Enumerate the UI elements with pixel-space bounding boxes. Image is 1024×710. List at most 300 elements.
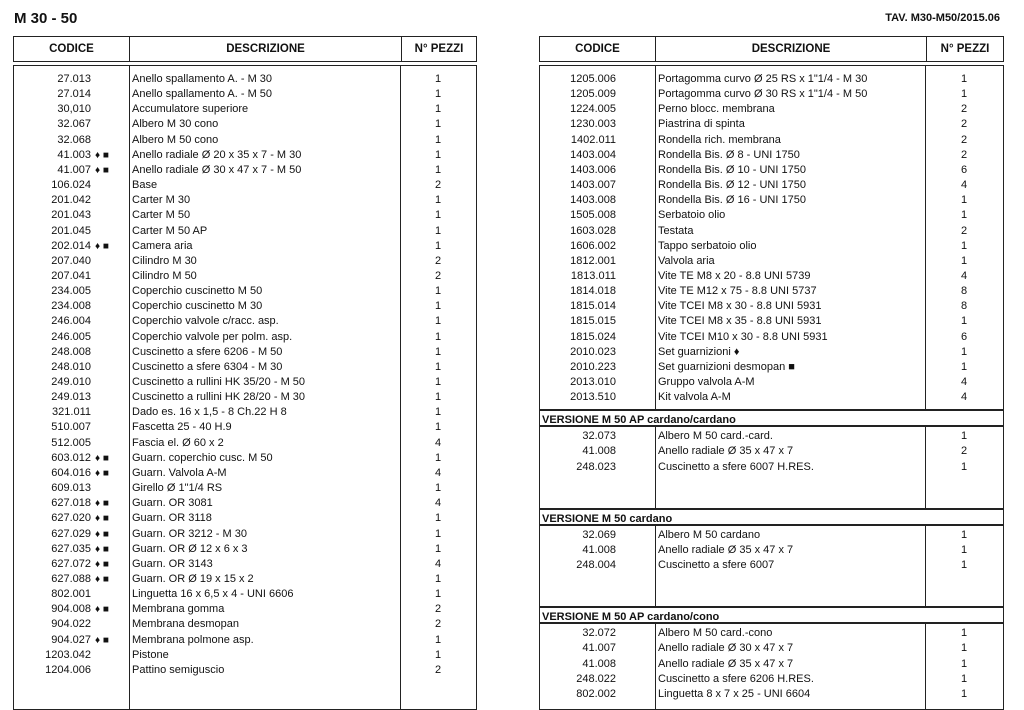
table-row: [14, 133, 476, 148]
part-description: Perno blocc. membrana: [658, 103, 775, 116]
table-row: [540, 163, 1003, 178]
part-code: 202.014: [51, 239, 91, 252]
part-description: Guarn. OR 3081: [132, 497, 213, 510]
part-description: Membrana desmopan: [132, 618, 240, 631]
part-quantity: 1: [434, 482, 442, 495]
part-quantity: 1: [434, 633, 442, 646]
part-quantity: 2: [434, 603, 442, 616]
part-quantity: 4: [960, 376, 968, 388]
part-quantity: 1: [960, 254, 968, 267]
part-quantity: 1: [434, 163, 442, 176]
table-row: [14, 117, 476, 132]
part-description: Guarn. OR Ø 12 x 6 x 3: [132, 542, 248, 555]
part-description: Set guarnizioni desmopan ■: [658, 360, 795, 373]
part-description: Rondella Bis. Ø 8 - UNI 1750: [658, 148, 800, 161]
part-code: 201.043: [51, 209, 91, 222]
part-code: 1813.011: [570, 269, 616, 282]
part-quantity: 1: [434, 542, 442, 555]
part-description: Anello spallamento A. - M 50: [132, 88, 273, 101]
part-code: 234.005: [51, 285, 91, 298]
part-quantity: 1: [960, 627, 968, 640]
part-code: 627.029: [51, 527, 91, 540]
part-description: Anello radiale Ø 30 x 47 x 7: [658, 642, 794, 655]
part-code: 246.005: [51, 330, 91, 343]
part-code: 106.024: [51, 179, 91, 192]
table-row: [14, 314, 476, 329]
header-quantity: N° PEZZI: [414, 43, 464, 55]
part-description: Rondella rich. membrana: [658, 133, 781, 146]
part-quantity: 4: [960, 269, 968, 282]
part-code: 32.067: [57, 118, 91, 131]
table-row: [540, 543, 1003, 558]
part-quantity: 1: [960, 430, 968, 443]
table-row: [540, 224, 1003, 239]
part-code: 248.008: [51, 345, 91, 358]
part-code: 2013.510: [570, 391, 616, 404]
part-code: 1403.008: [570, 194, 616, 207]
part-description: Albero M 50 cono: [132, 133, 219, 146]
part-code: 32.068: [57, 133, 91, 146]
table-row: [540, 626, 1003, 641]
part-code: 207.040: [51, 254, 91, 267]
part-description: Cuscinetto a sfere 6007: [658, 559, 775, 572]
part-description: Fascia el. Ø 60 x 2: [132, 436, 224, 449]
part-code: 904.022: [51, 618, 91, 631]
part-code: 1505.008: [570, 209, 616, 222]
part-code: 248.023: [576, 460, 616, 473]
table-row: [14, 572, 476, 587]
kit-marker: ♦ ■: [95, 543, 109, 555]
part-description: Accumulatore superiore: [132, 103, 249, 116]
part-description: Guarn. OR Ø 19 x 15 x 2: [132, 572, 254, 585]
header-code: CODICE: [540, 37, 656, 61]
table-row: [540, 390, 1003, 405]
table-row: [540, 460, 1003, 475]
header-code: CODICE: [14, 37, 130, 61]
table-row: [14, 602, 476, 617]
part-code: 246.004: [51, 315, 91, 328]
part-code: 1403.007: [570, 179, 616, 192]
part-code: 201.042: [51, 194, 91, 207]
part-quantity: 1: [960, 528, 968, 541]
part-description: Membrana gomma: [132, 603, 225, 616]
part-code: 1205.009: [570, 88, 616, 101]
header-description: DESCRIZIONE: [656, 37, 927, 61]
part-quantity: 1: [434, 360, 442, 373]
table-row: [14, 633, 476, 648]
part-quantity: 2: [434, 179, 442, 192]
part-quantity: 2: [960, 118, 968, 131]
version-section-title: VERSIONE M 50 AP cardano/cono: [540, 606, 1003, 624]
table-row: [14, 87, 476, 102]
version-section-title: VERSIONE M 50 cardano: [540, 508, 1003, 526]
part-quantity: 6: [960, 330, 968, 343]
kit-marker: ♦ ■: [95, 498, 109, 510]
table-row: [540, 345, 1003, 360]
part-description: Albero M 50 card.-card.: [658, 430, 773, 443]
part-description: Vite TE M8 x 20 - 8.8 UNI 5739: [658, 269, 811, 282]
kit-marker: ♦ ■: [95, 467, 109, 479]
part-quantity: 1: [960, 687, 968, 700]
part-code: 2010.023: [570, 345, 616, 358]
part-description: Kit valvola A-M: [658, 391, 731, 404]
table-row: [14, 254, 476, 269]
table-row: [14, 648, 476, 663]
part-description: Testata: [658, 224, 694, 237]
part-quantity: 2: [434, 618, 442, 631]
table-row: [540, 193, 1003, 208]
part-quantity: 1: [434, 421, 442, 434]
part-description: Linguetta 16 x 6,5 x 4 - UNI 6606: [132, 588, 294, 601]
part-description: Pattino semiguscio: [132, 663, 225, 676]
part-description: Coperchio cuscinetto M 30: [132, 300, 263, 313]
part-description: Dado es. 16 x 1,5 - 8 Ch.22 H 8: [132, 406, 287, 419]
part-quantity: 2: [960, 224, 968, 237]
part-description: Vite TCEI M10 x 30 - 8.8 UNI 5931: [658, 330, 828, 343]
table-row: [540, 375, 1003, 390]
table-row: [540, 672, 1003, 687]
part-code: 32.072: [582, 627, 616, 640]
part-description: Anello radiale Ø 20 x 35 x 7 - M 30: [132, 148, 302, 161]
part-quantity: 4: [434, 466, 442, 479]
part-code: 207.041: [51, 269, 91, 282]
part-code: 627.035: [51, 542, 91, 555]
part-code: 1815.014: [570, 300, 616, 313]
part-code: 627.020: [51, 512, 91, 525]
table-row: [14, 496, 476, 511]
part-description: Cuscinetto a sfere 6007 H.RES.: [658, 460, 814, 473]
table-row: [14, 420, 476, 435]
part-quantity: 1: [434, 194, 442, 207]
part-quantity: 4: [960, 391, 968, 404]
part-code: 1603.028: [570, 224, 616, 237]
part-code: 802.002: [576, 687, 616, 700]
part-quantity: 1: [434, 118, 442, 131]
part-code: 609.013: [51, 482, 91, 495]
table-row: [14, 360, 476, 375]
part-code: 27.013: [57, 73, 91, 85]
table-row: [14, 542, 476, 557]
table-row: [540, 687, 1003, 702]
table-row: [540, 429, 1003, 444]
part-code: 1402.011: [570, 133, 616, 146]
part-quantity: 8: [960, 300, 968, 313]
kit-marker: ♦ ■: [95, 528, 109, 540]
table-row: [14, 224, 476, 239]
kit-marker: ♦ ■: [95, 164, 109, 176]
part-code: 1403.004: [570, 148, 616, 161]
part-description: Cilindro M 50: [132, 269, 197, 282]
part-quantity: 2: [960, 103, 968, 116]
part-quantity: 1: [960, 315, 968, 328]
part-code: 249.013: [51, 391, 91, 404]
table-row: [540, 72, 1003, 87]
table-row: [14, 436, 476, 451]
part-quantity: 1: [960, 209, 968, 222]
part-description: Anello radiale Ø 35 x 47 x 7: [658, 657, 794, 670]
part-quantity: 1: [960, 88, 968, 101]
kit-marker: ♦ ■: [95, 558, 109, 570]
part-quantity: 1: [960, 672, 968, 685]
part-quantity: 2: [960, 148, 968, 161]
page-title: M 30 - 50: [14, 10, 78, 27]
part-quantity: 1: [434, 315, 442, 328]
part-code: 41.007: [582, 642, 616, 655]
table-row: [540, 102, 1003, 117]
part-description: Vite TE M12 x 75 - 8.8 UNI 5737: [658, 285, 817, 298]
header-quantity: N° PEZZI: [940, 43, 990, 55]
part-description: Rondella Bis. Ø 16 - UNI 1750: [658, 194, 806, 207]
part-description: Portagomma curvo Ø 25 RS x 1"1/4 - M 30: [658, 73, 868, 85]
table-row: [14, 557, 476, 572]
table-row: [540, 360, 1003, 375]
part-code: 321.011: [52, 406, 91, 419]
kit-marker: ♦ ■: [95, 240, 109, 252]
kit-marker: ♦ ■: [95, 149, 109, 161]
part-description: Set guarnizioni ♦: [658, 345, 740, 358]
part-code: 1814.018: [570, 285, 616, 298]
table-row: [14, 208, 476, 223]
part-description: Gruppo valvola A-M: [658, 376, 755, 388]
part-quantity: 4: [434, 497, 442, 510]
table-row: [14, 466, 476, 481]
table-row: [540, 528, 1003, 543]
part-code: 1812.001: [570, 254, 616, 267]
part-quantity: 1: [434, 406, 442, 419]
table-row: [14, 163, 476, 178]
version-section-title: VERSIONE M 50 AP cardano/cardano: [540, 409, 1003, 427]
part-quantity: 4: [960, 179, 968, 192]
part-code: 1204.006: [45, 663, 91, 676]
left-table-header: [13, 36, 477, 62]
part-code: 1815.015: [570, 315, 616, 328]
part-description: Carter M 50: [132, 209, 191, 222]
part-quantity: 1: [434, 512, 442, 525]
part-quantity: 1: [960, 642, 968, 655]
part-description: Rondella Bis. Ø 12 - UNI 1750: [658, 179, 806, 192]
table-row: [14, 193, 476, 208]
part-quantity: 1: [960, 194, 968, 207]
right-parts-table: [539, 65, 1004, 710]
part-code: 603.012: [51, 451, 91, 464]
part-quantity: 1: [434, 73, 442, 85]
header-description: DESCRIZIONE: [130, 37, 402, 61]
table-row: [14, 451, 476, 466]
table-row: [14, 72, 476, 87]
table-row: [14, 375, 476, 390]
table-row: [14, 148, 476, 163]
part-quantity: 2: [434, 254, 442, 267]
part-code: 627.018: [51, 497, 91, 510]
part-quantity: 1: [434, 648, 442, 661]
part-quantity: 1: [434, 148, 442, 161]
part-quantity: 1: [960, 73, 968, 85]
table-row: [14, 527, 476, 542]
table-row: [540, 657, 1003, 672]
part-description: Linguetta 8 x 7 x 25 - UNI 6604: [658, 687, 811, 700]
part-description: Base: [132, 179, 158, 192]
table-row: [540, 208, 1003, 223]
part-description: Valvola aria: [658, 254, 715, 267]
table-row: [540, 641, 1003, 656]
part-code: 904.008: [51, 603, 91, 616]
part-description: Tappo serbatoio olio: [658, 239, 757, 252]
part-code: 510.007: [51, 421, 91, 434]
part-description: Girello Ø 1"1/4 RS: [132, 482, 223, 495]
table-reference: TAV. M30-M50/2015.06: [885, 12, 1000, 24]
part-code: 1815.024: [570, 330, 616, 343]
table-row: [14, 102, 476, 117]
part-code: 627.088: [51, 572, 91, 585]
part-quantity: 1: [434, 88, 442, 101]
part-description: Carter M 30: [132, 194, 191, 207]
part-description: Piastrina di spinta: [658, 118, 745, 131]
table-row: [540, 558, 1003, 573]
table-row: [540, 299, 1003, 314]
table-row: [540, 254, 1003, 269]
left-parts-table: [13, 65, 477, 710]
table-row: [14, 617, 476, 632]
part-description: Camera aria: [132, 239, 193, 252]
part-code: 1205.006: [570, 73, 616, 85]
part-code: 27.014: [57, 88, 91, 101]
part-description: Serbatoio olio: [658, 209, 726, 222]
part-code: 30,010: [57, 103, 91, 116]
part-code: 248.010: [51, 360, 91, 373]
table-row: [14, 481, 476, 496]
part-quantity: 4: [434, 436, 442, 449]
part-description: Cilindro M 30: [132, 254, 197, 267]
kit-marker: ♦ ■: [95, 452, 109, 464]
part-description: Vite TCEI M8 x 30 - 8.8 UNI 5931: [658, 300, 822, 313]
part-code: 1403.006: [570, 163, 616, 176]
part-quantity: 1: [960, 543, 968, 556]
part-quantity: 1: [434, 572, 442, 585]
part-code: 2013.010: [570, 376, 616, 388]
part-code: 201.045: [51, 224, 91, 237]
part-quantity: 1: [434, 345, 442, 358]
part-description: Cuscinetto a sfere 6206 - M 50: [132, 345, 283, 358]
part-quantity: 2: [434, 269, 442, 282]
part-quantity: 1: [434, 224, 442, 237]
table-row: [14, 663, 476, 678]
table-row: [540, 117, 1003, 132]
kit-marker: ♦ ■: [95, 604, 109, 616]
part-code: 248.004: [576, 559, 616, 572]
part-code: 32.073: [582, 430, 616, 443]
kit-marker: ♦ ■: [95, 634, 109, 646]
part-quantity: 1: [960, 460, 968, 473]
part-description: Coperchio valvole c/racc. asp.: [132, 315, 279, 328]
table-row: [14, 299, 476, 314]
part-quantity: 1: [434, 285, 442, 298]
part-code: 249.010: [51, 376, 91, 388]
part-quantity: 1: [434, 300, 442, 313]
table-row: [540, 87, 1003, 102]
table-row: [540, 314, 1003, 329]
part-description: Albero M 50 cardano: [658, 528, 761, 541]
part-description: Cuscinetto a rullini HK 28/20 - M 30: [132, 391, 306, 404]
part-quantity: 1: [434, 376, 442, 388]
part-description: Albero M 50 card.-cono: [658, 627, 773, 640]
part-description: Membrana polmone asp.: [132, 633, 254, 646]
part-quantity: 1: [434, 391, 442, 404]
part-description: Pistone: [132, 648, 169, 661]
part-description: Guarn. OR 3212 - M 30: [132, 527, 247, 540]
table-row: [540, 269, 1003, 284]
part-description: Coperchio cuscinetto M 50: [132, 285, 263, 298]
part-description: Rondella Bis. Ø 10 - UNI 1750: [658, 163, 806, 176]
part-description: Anello radiale Ø 35 x 47 x 7: [658, 445, 794, 458]
part-description: Fascetta 25 - 40 H.9: [132, 421, 232, 434]
part-quantity: 1: [960, 657, 968, 670]
part-description: Coperchio valvole per polm. asp.: [132, 330, 293, 343]
part-quantity: 1: [434, 588, 442, 601]
part-code: 41.007: [57, 163, 91, 176]
part-quantity: 1: [434, 103, 442, 116]
kit-marker: ♦ ■: [95, 573, 109, 585]
part-quantity: 8: [960, 285, 968, 298]
kit-marker: ♦ ■: [95, 513, 109, 525]
part-quantity: 2: [434, 663, 442, 676]
part-quantity: 1: [960, 360, 968, 373]
part-description: Albero M 30 cono: [132, 118, 219, 131]
table-row: [14, 284, 476, 299]
part-description: Anello radiale Ø 30 x 47 x 7 - M 50: [132, 163, 302, 176]
table-row: [540, 330, 1003, 345]
part-description: Guarn. OR 3118: [132, 512, 212, 525]
part-quantity: 6: [960, 163, 968, 176]
part-description: Cuscinetto a rullini HK 35/20 - M 50: [132, 376, 306, 388]
part-quantity: 1: [434, 527, 442, 540]
table-row: [14, 405, 476, 420]
part-code: 604.016: [51, 466, 91, 479]
table-row: [14, 511, 476, 526]
table-row: [14, 345, 476, 360]
part-description: Carter M 50 AP: [132, 224, 208, 237]
part-code: 1203.042: [45, 648, 91, 661]
part-description: Cuscinetto a sfere 6206 H.RES.: [658, 672, 814, 685]
part-description: Guarn. Valvola A-M: [132, 466, 227, 479]
part-code: 1224.005: [570, 103, 616, 116]
part-code: 1606.002: [570, 239, 616, 252]
part-description: Vite TCEI M8 x 35 - 8.8 UNI 5931: [658, 315, 822, 328]
table-row: [540, 444, 1003, 459]
part-quantity: 2: [960, 445, 968, 458]
part-code: 41.003: [57, 148, 91, 161]
part-description: Guarn. coperchio cusc. M 50: [132, 451, 273, 464]
part-code: 41.008: [582, 445, 616, 458]
part-code: 802.001: [51, 588, 91, 601]
table-row: [14, 269, 476, 284]
part-code: 512.005: [51, 436, 91, 449]
part-quantity: 1: [434, 209, 442, 222]
part-code: 1230.003: [570, 118, 616, 131]
part-code: 41.008: [582, 657, 616, 670]
part-quantity: 4: [434, 557, 442, 570]
table-row: [14, 239, 476, 254]
part-description: Portagomma curvo Ø 30 RS x 1"1/4 - M 50: [658, 88, 868, 101]
part-description: Anello spallamento A. - M 30: [132, 73, 273, 85]
part-quantity: 1: [960, 345, 968, 358]
part-quantity: 1: [434, 133, 442, 146]
part-quantity: 2: [960, 133, 968, 146]
part-code: 2010.223: [570, 360, 616, 373]
part-quantity: 1: [960, 559, 968, 572]
part-code: 41.008: [582, 543, 616, 556]
table-row: [540, 284, 1003, 299]
part-code: 904.027: [51, 633, 91, 646]
